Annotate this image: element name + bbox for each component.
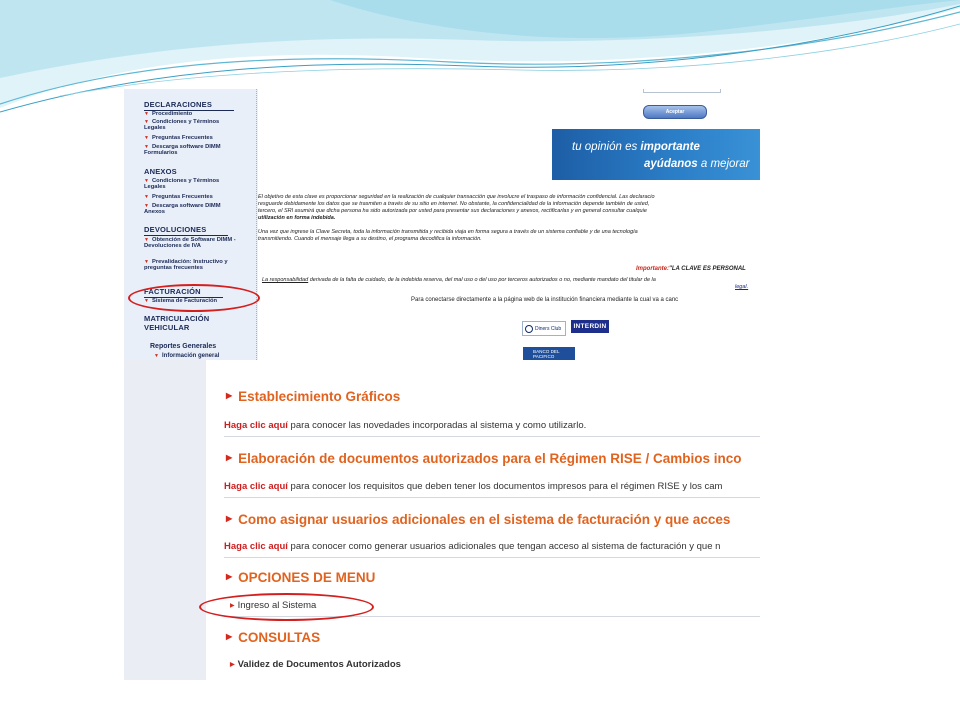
- responsibility-notice: La responsabilidad derivada de la falta de cuidado, de la indebida reserva, del mal uso o del uso por terceros autorizados o no, mediante mandato del titular de la: [262, 277, 656, 283]
- sidebar-item-preguntas[interactable]: ▼ Preguntas Frecuentes: [144, 135, 213, 141]
- sri-declaraciones-screenshot: [124, 89, 760, 360]
- diners-circle-icon: [525, 325, 533, 333]
- sidebar-item-obtencion-dimm[interactable]: ▼ Obtención de Software DIMM - Devoluciones de IVA: [144, 237, 236, 250]
- bullet-arrow-icon: ▼: [144, 237, 149, 243]
- paragraph-line: utilización en forma indebida.: [258, 215, 336, 221]
- separator: [224, 436, 760, 437]
- paragraph-line: El objetivo de esta clave es proporcionar seguridad en la realización de cualquier transacción que involucre el traspaso de información confidencial. Las declaracio: [258, 194, 655, 200]
- bullet-arrow-icon: ▶: [226, 514, 233, 523]
- reportes-generales-heading: Reportes Generales: [150, 343, 217, 350]
- bullet-arrow-icon: ▼: [144, 135, 149, 141]
- diners-club-logo[interactable]: Diners Club: [522, 321, 566, 336]
- bullet-arrow-icon: ▶: [230, 662, 235, 668]
- password-input[interactable]: [643, 89, 721, 93]
- highlight-circle-facturacion: [128, 284, 260, 312]
- haga-clic-link[interactable]: Haga clic aquí: [224, 420, 288, 431]
- sidebar-item-informacion-general[interactable]: ▼ Información general: [154, 353, 220, 359]
- separator: [224, 557, 760, 558]
- banco-pacifico-logo[interactable]: BANCO DEL PACIFICO: [523, 347, 575, 360]
- sidebar-item-condiciones[interactable]: ▼ Condiciones y Términos Legales: [144, 119, 220, 132]
- facturacion-content: [206, 360, 760, 680]
- important-notice: Importante:"LA CLAVE ES PERSONAL: [636, 266, 746, 272]
- bullet-arrow-icon: ▶: [230, 603, 235, 609]
- interdin-logo[interactable]: INTERDIN: [571, 320, 609, 333]
- bullet-arrow-icon: ▶: [226, 572, 233, 581]
- paragraph-line: Una vez que ingrese la Clave Secreta, toda la información transmitida y recibida viaja en forma segura a través de un sistema confiable y de una tecnología: [258, 229, 638, 235]
- connect-text: Para conectarse directamente a la página web de la institución financiera mediante la cual va a canc: [411, 297, 679, 303]
- validez-documentos-link[interactable]: ▶ Validez de Documentos Autorizados: [230, 659, 401, 670]
- sidebar-menu: [124, 89, 257, 360]
- paragraph-line: tercero, el SRI asumirá que dicha persona ha sido autorizada por usted para presentar sus declaraciones y anexos, rectificarlas y en general consultar cualquie: [258, 208, 647, 214]
- haga-clic-link[interactable]: Haga clic aquí: [224, 541, 288, 552]
- section-declaraciones: DECLARACIONES: [144, 100, 234, 111]
- sidebar-item-anexos-preguntas[interactable]: ▼ Preguntas Frecuentes: [144, 194, 213, 200]
- opinion-banner[interactable]: tu opinión es importante ayúdanos a mejorar: [552, 129, 760, 180]
- sidebar-item-procedimiento[interactable]: ▼ Procedimiento: [144, 111, 193, 117]
- sidebar-item-anexos-descarga[interactable]: ▼ Descarga software DIMM Anexos: [144, 203, 221, 216]
- bullet-arrow-icon: ▼: [144, 178, 149, 184]
- bullet-arrow-icon: ▼: [144, 119, 149, 125]
- section-devoluciones: DEVOLUCIONES: [144, 225, 228, 236]
- section-desc-rise: Haga clic aquí para conocer los requisitos que deben tener los documentos impresos para el régimen RISE y los cam: [224, 481, 723, 492]
- section-facturacion: FACTURACIÓN: [144, 287, 223, 298]
- bullet-arrow-icon: ▼: [144, 144, 149, 150]
- section-title-consultas: ▶ CONSULTAS: [226, 630, 321, 645]
- bullet-arrow-icon: ▼: [144, 298, 149, 304]
- bullet-arrow-icon: ▶: [226, 391, 233, 400]
- responsibility-link[interactable]: La responsabilidad: [262, 277, 309, 283]
- paragraph-line: resguarde debidamente los datos que se trasmiten a través de su sitio en internet. No obstante, la confidencialidad de la información depende también de usted,: [258, 201, 650, 207]
- facturacion-page-screenshot: [124, 360, 760, 680]
- sidebar-item-anexos-condiciones[interactable]: ▼ Condiciones y Términos Legales: [144, 178, 220, 191]
- section-anexos: ANEXOS: [144, 167, 177, 176]
- section-title-usuarios: ▶ Como asignar usuarios adicionales en el sistema de facturación y que acces: [226, 512, 731, 527]
- highlight-circle-ingreso: [199, 593, 374, 621]
- bullet-arrow-icon: ▶: [226, 632, 233, 641]
- accept-button[interactable]: Aceptar: [643, 105, 707, 119]
- bullet-arrow-icon: ▼: [154, 353, 159, 359]
- legal-link[interactable]: legal.: [735, 284, 749, 290]
- section-title-opciones-menu: ▶ OPCIONES DE MENU: [226, 570, 376, 585]
- main-content: [258, 89, 760, 360]
- bullet-arrow-icon: ▶: [226, 453, 233, 462]
- haga-clic-link[interactable]: Haga clic aquí: [224, 481, 288, 492]
- sidebar-item-sistema-facturacion[interactable]: ▼ Sistema de Facturación: [144, 298, 218, 304]
- paragraph-line: transmitiendo. Cuando el mensaje llega a su destino, el programa decodifica la información.: [258, 236, 482, 242]
- section-matriculacion: MATRICULACIÓN VEHICULAR: [144, 314, 210, 332]
- section-desc-establecimiento: Haga clic aquí para conocer las novedades incorporadas al sistema y como utilizarlo.: [224, 420, 587, 431]
- sidebar-item-descarga-dimm[interactable]: ▼ Descarga software DIMM Formularios: [144, 144, 221, 157]
- sidebar-item-prevalidacion[interactable]: ▼ Prevalidación: Instructivo y preguntas frecuentes: [144, 259, 228, 272]
- bullet-arrow-icon: ▼: [144, 111, 149, 117]
- bullet-arrow-icon: ▼: [144, 194, 149, 200]
- separator: [224, 497, 760, 498]
- section-desc-usuarios: Haga clic aquí para conocer como generar usuarios adicionales que tengan acceso al sistema de facturación y que n: [224, 541, 721, 552]
- section-title-establecimiento: ▶ Establecimiento Gráficos: [226, 389, 401, 404]
- bullet-arrow-icon: ▼: [144, 203, 149, 209]
- ingreso-sistema-link[interactable]: ▶ Ingreso al Sistema: [230, 600, 317, 611]
- section-title-rise: ▶ Elaboración de documentos autorizados para el Régimen RISE / Cambios inco: [226, 451, 742, 466]
- bullet-arrow-icon: ▼: [144, 259, 149, 265]
